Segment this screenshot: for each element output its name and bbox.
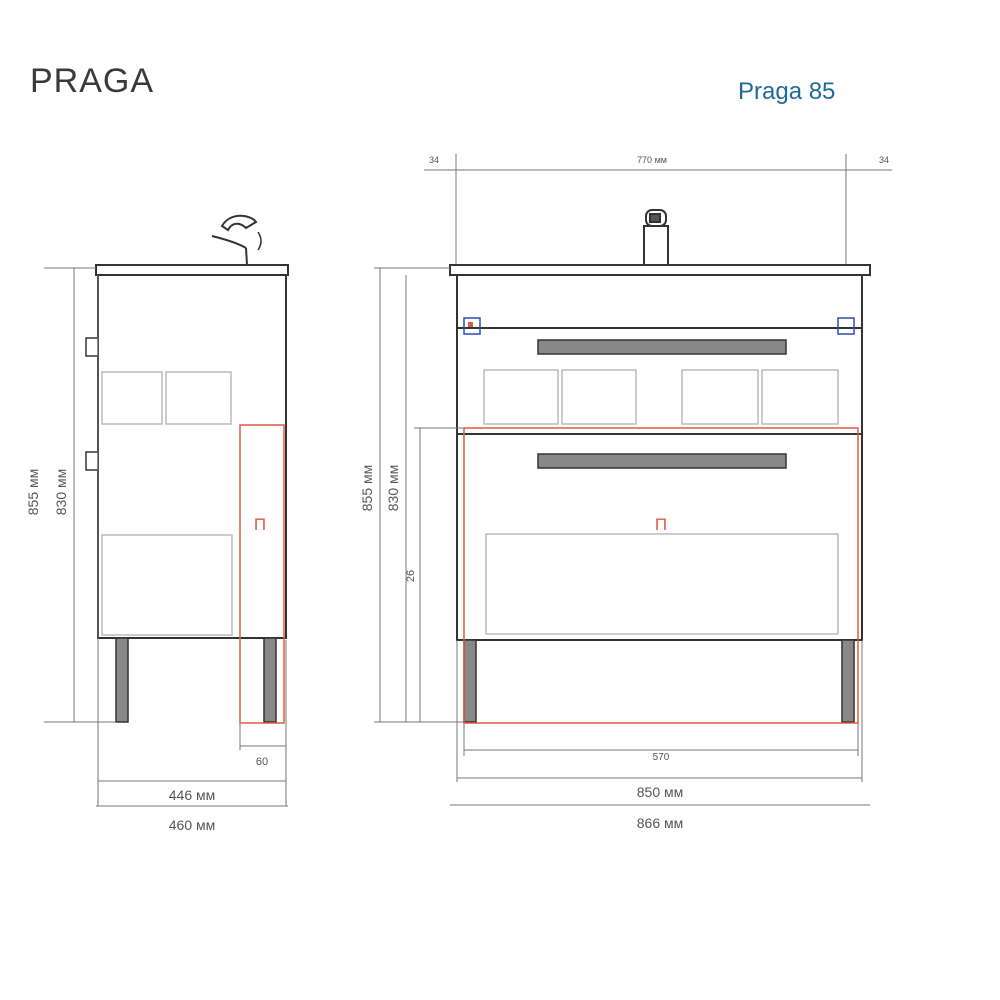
mount-point-dot: [468, 322, 473, 327]
faucet-front-icon: [644, 210, 668, 266]
front-dim-top-right: 34: [878, 155, 890, 165]
front-dim-cabinet-width: 850 мм: [636, 784, 684, 800]
side-leg: [116, 638, 128, 722]
front-inner-box: [486, 534, 838, 634]
side-dim-depth-cabinet: 446 мм: [168, 787, 216, 803]
side-countertop: [96, 265, 288, 275]
front-dim-total-width: 866 мм: [636, 815, 684, 831]
front-dim-inner-height: 26: [405, 569, 417, 583]
front-inner-box: [762, 370, 838, 424]
series-title: PRAGA: [30, 62, 155, 100]
front-view: [359, 154, 892, 831]
side-leg: [264, 638, 276, 722]
front-inner-box: [562, 370, 636, 424]
front-handle-top: [538, 340, 786, 354]
front-inner-box: [682, 370, 758, 424]
side-dim-small: 60: [255, 756, 269, 768]
front-handle-bottom: [538, 454, 786, 468]
front-leg: [842, 640, 854, 722]
front-dim-total-height: 855 мм: [359, 464, 375, 512]
front-siphon-mark: П: [654, 515, 668, 534]
front-dim-top-width: 770 мм: [637, 155, 667, 165]
side-handle-bottom: [86, 452, 98, 470]
front-countertop: [450, 265, 870, 275]
front-dim-inner-width: 570: [652, 752, 670, 763]
side-dim-total-height: 855 мм: [25, 468, 41, 516]
faucet-side-icon: [212, 216, 261, 265]
side-view: [25, 216, 288, 833]
side-inner-box: [102, 535, 232, 635]
side-siphon-mark: П: [253, 515, 267, 534]
front-dim-cabinet-height: 830 мм: [385, 464, 401, 512]
side-dim-depth-total: 460 мм: [168, 817, 216, 833]
side-dim-cabinet-height: 830 мм: [53, 468, 69, 516]
side-inner-box: [166, 372, 231, 424]
front-inner-box: [484, 370, 558, 424]
model-title: Praga 85: [738, 78, 836, 105]
side-handle-top: [86, 338, 98, 356]
front-leg: [464, 640, 476, 722]
side-inner-box: [102, 372, 162, 424]
front-dim-top-left: 34: [428, 155, 440, 165]
